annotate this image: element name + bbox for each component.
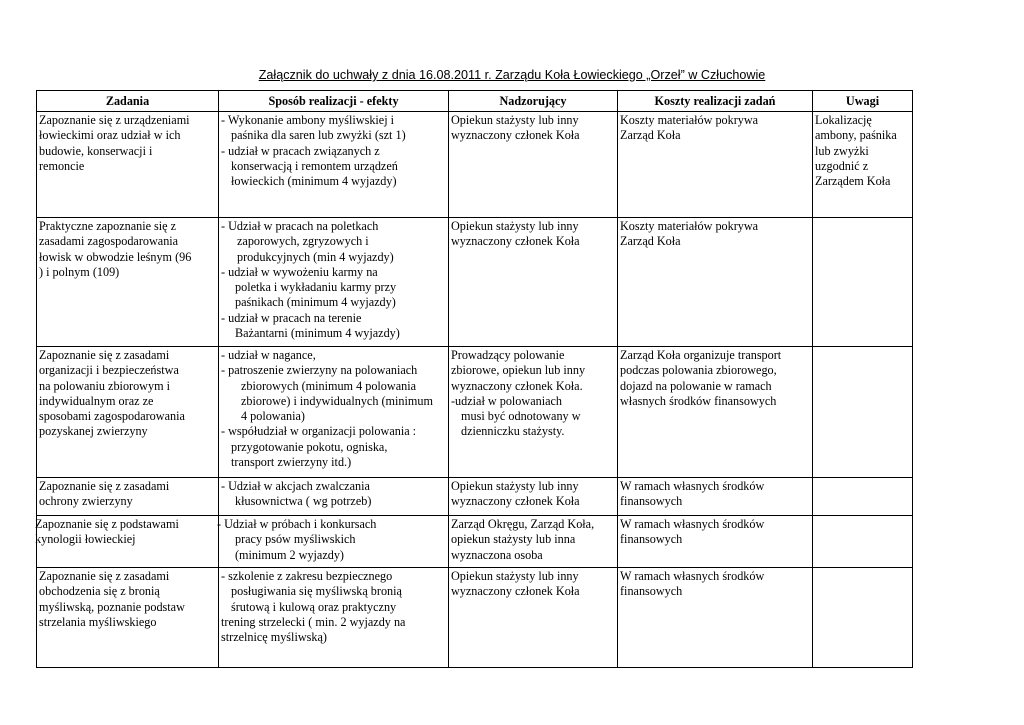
text-line: -udział w polowaniach	[451, 393, 563, 408]
cell-nadzorujacy	[449, 218, 618, 347]
table-row	[37, 112, 913, 218]
text-line: trening strzelecki ( min. 2 wyjazdy na	[221, 614, 406, 629]
text-line: paśnikach (minimum 4 wyjazdy)	[235, 295, 396, 310]
text-line: strzelania myśliwskiego	[39, 614, 157, 629]
text-line: Zapoznanie się z zasadami	[39, 479, 170, 493]
text-line: kłusownictwa ( wg potrzeb)	[235, 494, 372, 509]
text-line: strzelnicę myśliwską)	[221, 630, 327, 645]
cell-koszty	[618, 347, 813, 478]
table-row	[37, 347, 913, 478]
table-row	[37, 478, 913, 516]
cell-nadzorujacy	[449, 516, 618, 568]
text-line: - szkolenie z zakresu bezpiecznego	[221, 569, 393, 583]
cell-koszty	[618, 218, 813, 347]
text-line: Zapoznanie się z zasadami	[39, 348, 170, 362]
text-line: Koszty materiałów pokrywa	[620, 219, 759, 233]
text-line: konserwacją i remontem urządzeń	[231, 158, 398, 173]
plan-table	[36, 90, 913, 668]
text-line: - Udział w pracach na poletkach	[221, 219, 379, 233]
cell-sposob	[219, 218, 449, 347]
text-line: musi być odnotowany w	[461, 409, 581, 424]
cell-uwagi	[813, 112, 913, 218]
cell-zadania	[37, 516, 219, 568]
text-line: łowisk w obwodzie leśnym (96	[39, 249, 192, 264]
text-line: Opiekun stażysty lub inny	[451, 569, 579, 583]
text-line: Praktyczne zapoznanie się z	[39, 219, 177, 233]
text-line: wyznaczona osoba	[451, 547, 543, 562]
document-title: Załącznik do uchwały z dnia 16.08.2011 r. Zarządu Koła Łowieckiego „Orzeł” w Człuchowie	[258, 68, 766, 82]
cell-zadania	[37, 478, 219, 516]
text-line: paśnika dla saren lub zwyżki (szt 1)	[231, 128, 406, 143]
cell-sposob	[219, 478, 449, 516]
text-line: wyznaczony członek Koła	[451, 128, 580, 143]
text-line: organizacji i bezpieczeństwa	[39, 363, 179, 378]
cell-koszty	[618, 516, 813, 568]
header-koszty: Koszty realizacji zadań	[618, 91, 813, 112]
cell-zadania	[37, 218, 219, 347]
text-line: - udział w nagance,	[221, 348, 316, 362]
text-line: - udział w pracach na terenie	[221, 310, 362, 325]
table-row	[37, 568, 913, 668]
cell-sposob	[219, 112, 449, 218]
text-line: - Udział w akcjach zwalczania	[221, 479, 370, 493]
text-line: indywidualnym oraz ze	[39, 393, 154, 408]
table-row	[37, 516, 913, 568]
cell-nadzorujacy	[449, 568, 618, 668]
text-line: transport zwierzyny itd.)	[231, 455, 352, 470]
text-line: zasadami zagospodarowania	[39, 234, 179, 249]
text-line: Zarząd Koła	[620, 234, 681, 249]
text-line: W ramach własnych środków	[620, 569, 765, 583]
text-line: dzienniczku stażysty.	[461, 424, 565, 439]
text-line: pozyskanej zwierzyny	[39, 424, 148, 439]
cell-nadzorujacy	[449, 112, 618, 218]
text-line: uzgodnić z	[815, 158, 869, 173]
text-line: budowie, konserwacji i	[39, 143, 153, 158]
text-line: wyznaczony członek Koła	[451, 234, 580, 249]
text-line: (minimum 2 wyjazdy)	[235, 547, 344, 562]
text-line: przygotowanie pokotu, ogniska,	[231, 439, 388, 454]
text-line: - Udział w próbach i konkursach	[217, 517, 377, 531]
cell-zadania	[37, 112, 219, 218]
text-line: wyznaczony członek Koła	[451, 584, 580, 599]
text-line: podczas polowania zbiorowego,	[620, 363, 777, 378]
text-line: ochrony zwierzyny	[39, 494, 133, 509]
text-line: 4 polowania)	[241, 409, 305, 424]
text-line: pracy psów myśliwskich	[235, 532, 356, 547]
text-line: na polowaniu zbiorowym i	[39, 378, 170, 393]
text-line: Bażantarni (minimum 4 wyjazdy)	[235, 326, 400, 341]
text-line: Zarząd Koła organizuje transport	[620, 348, 782, 362]
text-line: W ramach własnych środków	[620, 479, 765, 493]
text-line: - patroszenie zwierzyny na polowaniach	[221, 363, 418, 378]
text-line: wyznaczony członek Koła.	[451, 378, 583, 393]
text-line: Zapoznanie się z podstawami	[35, 517, 179, 531]
text-line: finansowych	[620, 532, 683, 547]
cell-uwagi	[813, 568, 913, 668]
cell-sposob	[219, 568, 449, 668]
text-line: ) i polnym (109)	[39, 264, 120, 279]
text-line: Opiekun stażysty lub inny	[451, 219, 579, 233]
cell-sposob	[219, 516, 449, 568]
text-line: sposobami zagospodarowania	[39, 409, 185, 424]
text-line: opiekun stażysty lub inna	[451, 532, 576, 547]
text-line: łowieckimi oraz udział w ich	[39, 128, 181, 143]
header-uwagi: Uwagi	[813, 91, 913, 112]
text-line: poletka i wykładaniu karmy przy	[235, 280, 397, 295]
cell-koszty	[618, 478, 813, 516]
text-line: remoncie	[39, 158, 85, 173]
cell-nadzorujacy	[449, 347, 618, 478]
header-nadzorujacy: Nadzorujący	[449, 91, 618, 112]
text-line: myśliwską, poznanie podstaw	[39, 599, 185, 614]
cell-uwagi	[813, 347, 913, 478]
header-sposob: Sposób realizacji - efekty	[219, 91, 449, 112]
text-line: śrutową i kulową oraz praktyczny	[231, 599, 397, 614]
cell-zadania	[37, 347, 219, 478]
text-line: zbiorowe, opiekun lub inny	[451, 363, 586, 378]
text-line: własnych środków finansowych	[620, 393, 777, 408]
text-line: finansowych	[620, 494, 683, 509]
text-line: obchodzenia się z bronią	[39, 584, 160, 599]
cell-koszty	[618, 568, 813, 668]
text-line: Zapoznanie się z urządzeniami	[39, 113, 190, 127]
text-line: zbiorowych (minimum 4 polowania	[241, 378, 416, 393]
table-header-row	[37, 91, 913, 112]
cell-zadania	[37, 568, 219, 668]
table-row	[37, 218, 913, 347]
cell-koszty	[618, 112, 813, 218]
text-line: - współudział w organizacji polowania :	[221, 424, 417, 439]
text-line: finansowych	[620, 584, 683, 599]
text-line: Lokalizację	[815, 113, 872, 127]
cell-uwagi	[813, 516, 913, 568]
header-zadania: Zadania	[37, 91, 219, 112]
text-line: dojazd na polowanie w ramach	[620, 378, 772, 393]
text-line: - udział w wywożeniu karmy na	[221, 264, 378, 279]
text-line: łowieckich (minimum 4 wyjazdy)	[231, 174, 397, 189]
text-line: - udział w pracach związanych z	[221, 143, 380, 158]
cell-uwagi	[813, 218, 913, 347]
cell-uwagi	[813, 478, 913, 516]
text-line: Opiekun stażysty lub inny	[451, 113, 579, 127]
text-line: zbiorowe) i indywidualnych (minimum	[241, 393, 433, 408]
text-line: Opiekun stażysty lub inny	[451, 479, 579, 493]
text-line: ambony, paśnika	[815, 128, 897, 143]
text-line: Zarząd Okręgu, Zarząd Koła,	[451, 517, 595, 531]
text-line: W ramach własnych środków	[620, 517, 765, 531]
text-line: kynologii łowieckiej	[35, 532, 136, 547]
text-line: - Wykonanie ambony myśliwskiej i	[221, 113, 395, 127]
text-line: Zarząd Koła	[620, 128, 681, 143]
text-line: Prowadzący polowanie	[451, 348, 565, 362]
cell-nadzorujacy	[449, 478, 618, 516]
cell-sposob	[219, 347, 449, 478]
text-line: Zapoznanie się z zasadami	[39, 569, 170, 583]
text-line: Zarządem Koła	[815, 174, 891, 189]
text-line: posługiwania się myśliwską bronią	[231, 584, 402, 599]
text-line: zaporowych, zgryzowych i	[237, 234, 369, 249]
text-line: Koszty materiałów pokrywa	[620, 113, 759, 127]
text-line: produkcyjnych (min 4 wyjazdy)	[237, 249, 394, 264]
text-line: lub zwyżki	[815, 143, 869, 158]
text-line: wyznaczony członek Koła	[451, 494, 580, 509]
